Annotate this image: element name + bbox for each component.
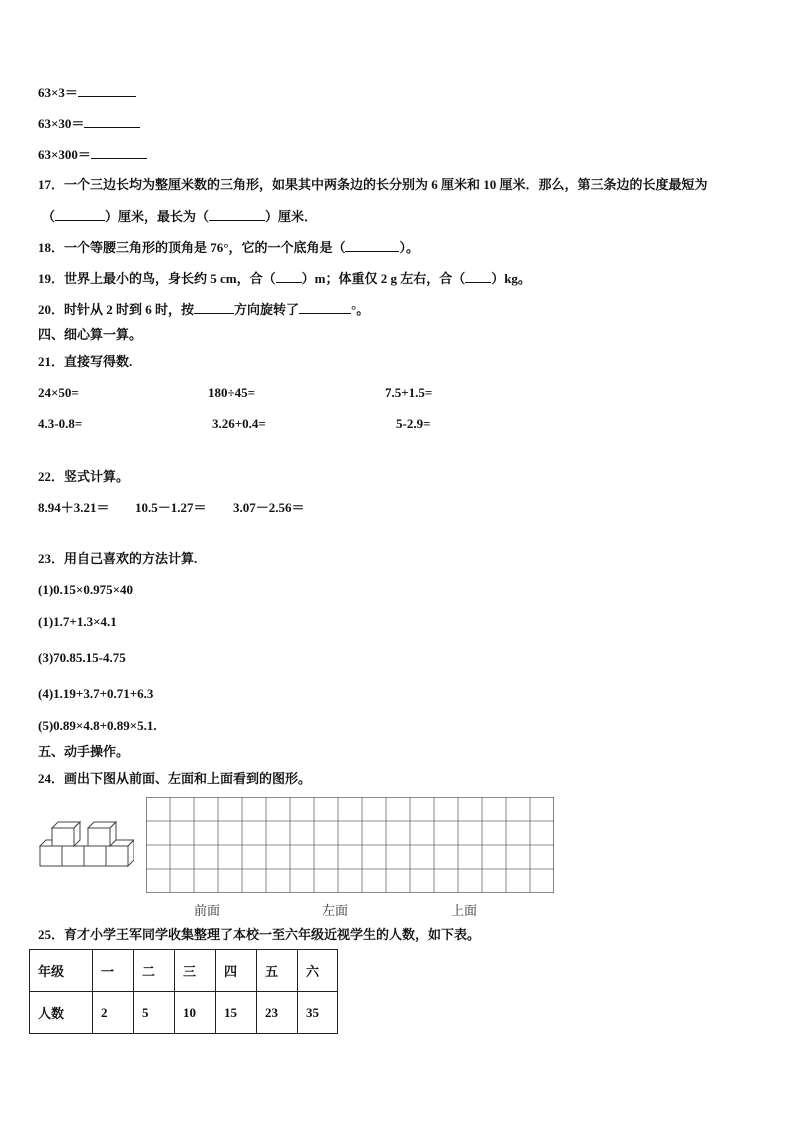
calc-item: (1)1.7+1.3×4.1 xyxy=(38,614,117,629)
question-20: 20．时针从 2 时到 6 时，按 方向旋转了 °。 xyxy=(38,302,370,317)
calc-item: 8.94＋3.21＝ xyxy=(38,500,110,515)
answer-blank[interactable] xyxy=(194,301,234,314)
table-cell: 三 xyxy=(175,950,216,992)
calc-item: 10.5－1.27＝ xyxy=(135,500,207,515)
cube-stack-figure xyxy=(38,818,134,870)
calc-item: 3.07－2.56＝ xyxy=(233,500,305,515)
question-23-title: 23．用自己喜欢的方法计算. xyxy=(38,551,198,566)
answer-blank[interactable] xyxy=(91,146,147,159)
top-view-label: 上面 xyxy=(451,903,478,918)
table-cell: 人数 xyxy=(30,992,93,1034)
calc-item: 7.5+1.5= xyxy=(385,385,433,400)
table-cell: 六 xyxy=(298,950,338,992)
question-18: 18．一个等腰三角形的顶角是 76°，它的一个底角是（ ）。 xyxy=(38,240,419,255)
calc-item: 5-2.9= xyxy=(396,416,431,431)
table-cell: 35 xyxy=(298,992,338,1034)
calc-item: (3)70.85.15-4.75 xyxy=(38,650,126,665)
answer-blank[interactable] xyxy=(84,115,140,128)
question-22-title: 22．竖式计算。 xyxy=(38,469,130,484)
question-24-title: 24．画出下图从前面、左面和上面看到的图形。 xyxy=(38,771,312,786)
answer-blank[interactable] xyxy=(465,270,491,283)
calc-item: 4.3-0.8= xyxy=(38,416,83,431)
table-row xyxy=(30,950,338,992)
mult-line-1: 63×3＝ xyxy=(38,84,136,101)
table-cell: 23 xyxy=(257,992,298,1034)
table-cell: 5 xyxy=(134,992,175,1034)
question-25-title: 25．育才小学王军同学收集整理了本校一至六年级近视学生的人数，如下表。 xyxy=(38,927,481,942)
mult-line-2: 63×30＝ xyxy=(38,115,140,132)
question-17-line-1: 17．一个三边长均为整厘米数的三角形，如果其中两条边的长分别为 6 厘米和 10 厘米．那么，第三条边的长度最短为 xyxy=(38,177,708,192)
calc-item: 3.26+0.4= xyxy=(212,416,266,431)
calc-item: 180÷45= xyxy=(208,385,256,400)
answer-blank[interactable] xyxy=(78,84,136,97)
myopia-table xyxy=(29,949,338,1034)
answer-blank[interactable] xyxy=(276,270,302,283)
table-cell: 10 xyxy=(175,992,216,1034)
calc-item: (4)1.19+3.7+0.71+6.3 xyxy=(38,686,154,701)
table-cell: 二 xyxy=(134,950,175,992)
table-cell: 年级 xyxy=(30,950,93,992)
front-view-label: 前面 xyxy=(194,903,221,918)
answer-blank[interactable] xyxy=(299,301,351,314)
question-17-line-2: （ ）厘米，最长为（ ）厘米． xyxy=(42,209,318,224)
answer-blank[interactable] xyxy=(209,208,265,221)
table-cell: 四 xyxy=(216,950,257,992)
table-cell: 一 xyxy=(93,950,134,992)
answer-blank[interactable] xyxy=(55,208,105,221)
table-cell: 2 xyxy=(93,992,134,1034)
table-cell: 15 xyxy=(216,992,257,1034)
calc-item: (1)0.15×0.975×40 xyxy=(38,582,133,597)
drawing-grid[interactable] xyxy=(146,797,554,893)
calc-item: 24×50= xyxy=(38,385,79,400)
question-21-title: 21．直接写得数. xyxy=(38,354,133,369)
answer-blank[interactable] xyxy=(345,239,399,252)
table-row xyxy=(30,992,338,1034)
question-19: 19．世界上最小的鸟，身长约 5 cm，合（ ）m；体重仅 2 g 左右，合（ ）kg。 xyxy=(38,271,531,286)
mult-line-3: 63×300＝ xyxy=(38,146,147,163)
section-5-heading: 五、动手操作。 xyxy=(38,744,130,759)
calc-item: (5)0.89×4.8+0.89×5.1. xyxy=(38,718,157,733)
left-view-label: 左面 xyxy=(322,903,349,918)
section-4-heading: 四、细心算一算。 xyxy=(38,327,143,342)
table-cell: 五 xyxy=(257,950,298,992)
